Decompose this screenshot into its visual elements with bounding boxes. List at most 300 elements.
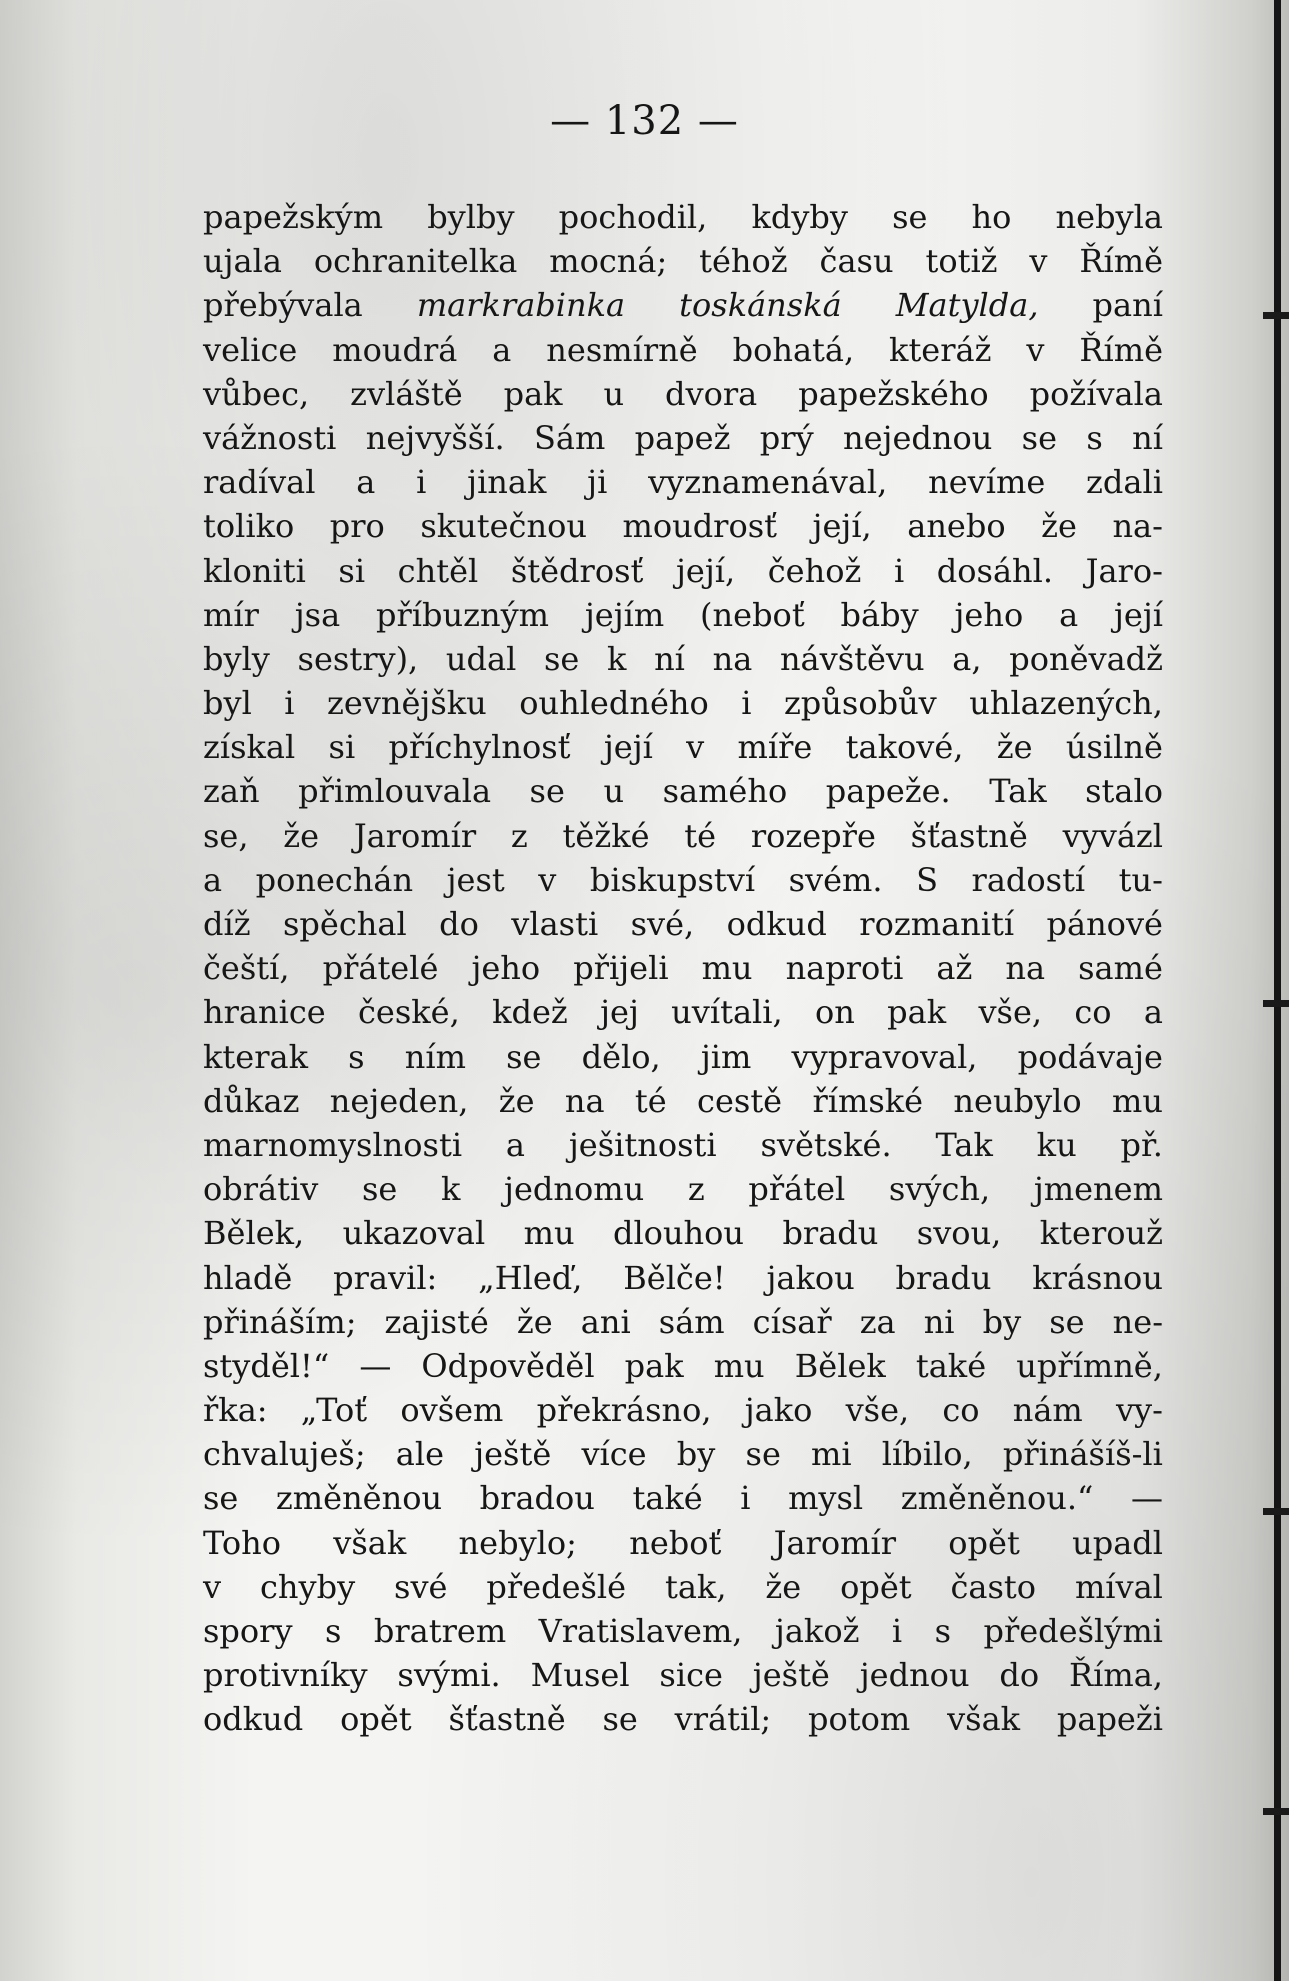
page-edge-mark	[1263, 1000, 1289, 1007]
word: míře	[737, 728, 813, 767]
word: tu-	[1118, 860, 1163, 899]
word: na	[712, 639, 753, 678]
word: bradu	[782, 1214, 879, 1253]
word: se	[892, 198, 928, 236]
word: „Toť	[300, 1391, 368, 1430]
word: však	[333, 1523, 407, 1562]
word: podávaje	[1017, 1037, 1163, 1076]
word: ku	[1036, 1125, 1077, 1164]
word: získal	[203, 728, 296, 767]
word: opět	[948, 1523, 1020, 1562]
text-line	[203, 1079, 1163, 1123]
word: změněnou.“	[900, 1479, 1094, 1518]
word: těžké	[562, 816, 650, 855]
word: až	[936, 949, 973, 988]
word: svými.	[397, 1656, 501, 1695]
word: skutečnou	[420, 507, 587, 546]
word: zajisté	[384, 1302, 489, 1341]
word: ne-	[1112, 1302, 1163, 1341]
word: nejednou	[842, 418, 993, 457]
word: její,	[812, 507, 872, 546]
word: do	[439, 905, 479, 943]
word: sestry),	[297, 639, 419, 678]
word: přimlouvala	[298, 772, 492, 811]
word: samé	[1078, 949, 1163, 988]
word: markrabinka	[416, 286, 626, 325]
word: by	[982, 1302, 1022, 1341]
word: světské.	[760, 1125, 892, 1164]
word: ještě	[474, 1435, 552, 1474]
word: že	[765, 1567, 802, 1606]
word: u	[603, 374, 625, 413]
word: vypravoval,	[791, 1037, 978, 1076]
word: tak,	[664, 1567, 727, 1606]
word: ní	[654, 639, 685, 678]
word: ukazoval	[342, 1214, 486, 1253]
word: ani	[580, 1302, 631, 1341]
word: takové,	[845, 728, 964, 767]
word: v	[1026, 330, 1045, 369]
word: se	[745, 1435, 781, 1474]
word: že	[498, 1081, 535, 1120]
text-line	[203, 1344, 1163, 1388]
word: a	[1059, 595, 1079, 634]
word: svých,	[888, 1170, 991, 1209]
word: zvláště	[350, 374, 463, 413]
word: překrásno,	[536, 1391, 712, 1430]
word: jim	[700, 1037, 752, 1076]
word: pak	[887, 993, 947, 1032]
word: jeho	[471, 949, 541, 988]
word: —	[359, 1346, 392, 1385]
word: a	[505, 1125, 525, 1164]
word: šťastně	[448, 1700, 566, 1739]
word: ni	[923, 1302, 955, 1341]
word: mu	[523, 1214, 575, 1253]
page-number: — 132 —	[550, 98, 739, 144]
word: nám	[1012, 1391, 1083, 1430]
word: pak	[624, 1346, 684, 1385]
text-line	[203, 1300, 1163, 1344]
text-line	[203, 769, 1163, 813]
word: uhlazených,	[969, 684, 1163, 723]
word: přijeli	[573, 949, 669, 988]
text-line	[203, 283, 1163, 327]
text-line	[203, 549, 1163, 593]
word: líbilo,	[881, 1435, 973, 1474]
word: v	[203, 1567, 222, 1606]
text-line	[203, 1256, 1163, 1300]
word: bradou	[479, 1479, 595, 1518]
word: S	[916, 860, 938, 899]
word: s	[325, 1612, 342, 1650]
word: přinášíš-li	[1002, 1435, 1163, 1474]
word: radostí	[971, 860, 1086, 899]
word: nevíme	[928, 463, 1046, 502]
text-line	[203, 416, 1163, 460]
word: odkud	[726, 905, 827, 943]
word: spory	[203, 1612, 293, 1650]
word: ji	[587, 463, 608, 502]
word: však	[947, 1700, 1021, 1739]
word: a	[492, 330, 512, 369]
word: a	[203, 860, 223, 899]
word: chvaluješ;	[203, 1435, 366, 1474]
word: i	[416, 463, 427, 502]
word: s	[1086, 418, 1103, 457]
text-line	[203, 1432, 1163, 1476]
word: se	[1049, 1302, 1085, 1341]
word: že	[1041, 507, 1077, 546]
word: jakož	[774, 1612, 860, 1650]
word: své	[394, 1567, 448, 1606]
word: Vratislavem,	[538, 1612, 743, 1650]
word: té	[684, 816, 717, 855]
text-line	[203, 1167, 1163, 1211]
text-line	[203, 593, 1163, 637]
word: se	[543, 639, 580, 678]
word: více	[581, 1435, 647, 1474]
word: anebo	[907, 507, 1006, 546]
text-line	[203, 1388, 1163, 1432]
word: Matylda,	[895, 286, 1039, 325]
word: poněvadž	[1009, 639, 1163, 678]
word: že	[516, 1302, 553, 1341]
word: času	[819, 242, 894, 281]
word: štědrosť	[510, 551, 644, 590]
word: papežským	[203, 198, 384, 236]
word: ním	[404, 1037, 466, 1076]
word: její,	[675, 551, 736, 590]
word: že	[283, 816, 320, 855]
word: se	[203, 1479, 239, 1518]
text-line	[203, 328, 1163, 372]
page-edge-shadow	[1274, 0, 1281, 1981]
word: sám	[658, 1302, 725, 1341]
page-edge-mark	[1263, 1508, 1289, 1515]
text-line	[203, 990, 1163, 1034]
word: vyvázl	[1062, 816, 1163, 855]
word: nebyla	[1055, 198, 1163, 236]
word: a,	[952, 639, 982, 678]
word: mysl	[788, 1479, 864, 1518]
word: by	[676, 1435, 716, 1474]
word: Jaro-	[1085, 551, 1163, 590]
word: ochranitelka	[313, 242, 518, 281]
word: se	[361, 1170, 398, 1209]
word: ouhledného	[519, 684, 709, 723]
word: přebývala	[203, 286, 363, 325]
word: nejvyšší.	[365, 418, 505, 457]
word: Sám	[533, 418, 606, 457]
text-line	[203, 504, 1163, 548]
word: se	[506, 1037, 542, 1076]
word: vlasti	[511, 905, 599, 943]
word: totiž	[925, 242, 998, 281]
word: důkaz	[203, 1081, 300, 1120]
word: neboť	[629, 1523, 722, 1562]
word: předešlými	[983, 1612, 1163, 1650]
word: čehož	[767, 551, 862, 590]
word: byly	[203, 639, 270, 678]
word: protivníky	[203, 1656, 368, 1695]
word: jinak	[467, 463, 547, 502]
word: vážnosti	[203, 418, 337, 457]
word: papeže.	[825, 772, 951, 811]
word: moudrá	[332, 330, 458, 369]
word: samého	[662, 772, 788, 811]
word: jednou	[859, 1656, 970, 1695]
word: díž	[203, 905, 251, 943]
word: nesmírně	[546, 330, 698, 369]
word: krásnou	[1032, 1258, 1163, 1297]
word: ponechán	[255, 860, 414, 899]
word: Tak	[989, 772, 1047, 811]
word: a	[356, 463, 376, 502]
word: Tak	[935, 1125, 993, 1164]
word: jakou	[766, 1258, 855, 1297]
text-line	[203, 460, 1163, 504]
word: bradu	[895, 1258, 992, 1297]
word: hranice	[203, 993, 326, 1032]
word: v	[686, 728, 705, 767]
word: stalo	[1085, 772, 1163, 811]
word: své,	[630, 905, 695, 943]
word: ješitnosti	[568, 1125, 717, 1164]
word: dvora	[665, 374, 758, 413]
word: také	[915, 1346, 987, 1385]
word: i	[284, 684, 295, 723]
word: zaň	[203, 772, 260, 811]
word: vše,	[845, 1391, 910, 1430]
text-line	[203, 1476, 1163, 1520]
word: úsilně	[1065, 728, 1163, 767]
word: mu	[1111, 1081, 1163, 1120]
word: biskupství	[589, 860, 756, 899]
word: toliko	[203, 507, 295, 546]
word: byl	[203, 684, 252, 723]
word: kdyby	[751, 198, 848, 236]
word: co	[942, 1391, 980, 1430]
text-line	[203, 239, 1163, 283]
word: příbuzným	[375, 595, 549, 634]
word: i	[740, 1479, 751, 1518]
text-line	[203, 372, 1163, 416]
text-line	[203, 637, 1163, 681]
word: obrátiv	[203, 1170, 319, 1209]
word: mír	[203, 595, 259, 634]
word: on	[814, 993, 855, 1032]
word: nejeden,	[329, 1081, 469, 1120]
word: radíval	[203, 463, 316, 502]
word: vy-	[1115, 1391, 1163, 1430]
word: čeští,	[203, 949, 290, 988]
word: neubylo	[953, 1081, 1082, 1120]
word: se	[529, 772, 565, 811]
word: styděl!“	[203, 1346, 330, 1385]
word: pochodil,	[558, 198, 708, 236]
word: k	[607, 639, 627, 678]
word: ujala	[203, 242, 282, 281]
word: ovšem	[400, 1391, 504, 1430]
word: ještě	[752, 1656, 830, 1695]
word: pak	[503, 374, 563, 413]
word: na-	[1112, 507, 1163, 546]
word: Toho	[203, 1523, 281, 1562]
word: Říma,	[1069, 1656, 1163, 1695]
word: Bělče!	[623, 1258, 726, 1297]
word: upřímně,	[1016, 1346, 1163, 1385]
word: dlouhou	[612, 1214, 745, 1253]
text-line	[203, 1123, 1163, 1167]
word: (neboť	[700, 595, 805, 634]
word: pánové	[1046, 905, 1163, 943]
word: chyby	[259, 1567, 356, 1606]
text-line	[203, 1653, 1163, 1697]
word: chtěl	[397, 551, 479, 590]
word: opět	[340, 1700, 412, 1739]
word: spěchal	[283, 905, 407, 943]
word: hladě	[203, 1258, 293, 1297]
word: jest	[446, 860, 505, 899]
page-edge-mark	[1263, 312, 1289, 319]
word: svém.	[788, 860, 883, 899]
word: bylby	[427, 198, 515, 236]
word: nebylo;	[458, 1523, 577, 1562]
word: způsobův	[783, 684, 937, 723]
word: v	[538, 860, 557, 899]
word: odkud	[203, 1700, 304, 1739]
page-edge-mark	[1263, 1808, 1289, 1815]
text-line	[203, 195, 1163, 239]
word: kterouž	[1039, 1214, 1163, 1253]
word: rozepře	[750, 816, 876, 855]
word: vůbec,	[203, 374, 310, 413]
text-line	[203, 1565, 1163, 1609]
word: a	[1143, 993, 1163, 1032]
word: báby	[840, 595, 919, 634]
word: zdali	[1086, 463, 1163, 502]
word: uvítali,	[671, 993, 783, 1032]
word: té	[634, 1081, 667, 1120]
word: s	[934, 1612, 951, 1650]
word: si	[338, 551, 366, 590]
word: kteráž	[889, 330, 992, 369]
word: že	[996, 728, 1033, 767]
text-line	[203, 946, 1163, 990]
word: příchylnosť	[388, 728, 571, 767]
word: papež	[634, 418, 731, 457]
word: Římě	[1079, 330, 1163, 369]
word: císař	[752, 1302, 832, 1341]
word: změněnou	[275, 1479, 443, 1518]
word: také	[632, 1479, 703, 1518]
word: zevnějšku	[326, 684, 487, 723]
word: prý	[759, 418, 814, 457]
word: k	[440, 1170, 461, 1209]
word: její	[1113, 595, 1163, 634]
word: řka:	[203, 1391, 268, 1430]
text-line	[203, 902, 1163, 946]
word: paní	[1092, 286, 1163, 325]
word: téhož	[699, 242, 788, 281]
word: naproti	[785, 949, 904, 988]
text-line	[203, 681, 1163, 725]
word: opět	[840, 1567, 912, 1606]
word: jsa	[294, 595, 341, 634]
word: jako	[744, 1391, 813, 1430]
word: na	[564, 1081, 605, 1120]
word: jej	[600, 993, 639, 1032]
word: z	[510, 816, 528, 855]
word: předešlé	[486, 1567, 627, 1606]
word: vyznamenával,	[648, 463, 888, 502]
word: se	[1021, 418, 1058, 457]
word: vše,	[978, 993, 1043, 1032]
word: mu	[701, 949, 753, 988]
word: udal	[445, 639, 517, 678]
word: jmenem	[1033, 1170, 1163, 1209]
text-line	[203, 814, 1163, 858]
word: moudrosť	[622, 507, 778, 546]
text-line	[203, 1521, 1163, 1565]
word: přináším;	[203, 1302, 357, 1341]
word: upadl	[1072, 1523, 1163, 1562]
word: Bělek	[794, 1346, 886, 1385]
word: kdež	[492, 993, 568, 1032]
word: papeži	[1056, 1700, 1163, 1739]
word: Jaromír	[353, 816, 477, 855]
word: za	[859, 1302, 896, 1341]
word: se	[602, 1700, 638, 1739]
word: na	[1005, 949, 1046, 988]
word: dosáhl.	[936, 551, 1054, 590]
word: potom	[808, 1700, 911, 1739]
word: se,	[203, 816, 249, 855]
word: i	[893, 551, 905, 590]
word: bohatá,	[732, 330, 855, 369]
word: dělo,	[581, 1037, 661, 1076]
text-line	[203, 1035, 1163, 1079]
text-line	[203, 1697, 1163, 1741]
word: šťastně	[910, 816, 1028, 855]
word: sice	[659, 1656, 723, 1695]
word: Římě	[1079, 242, 1163, 281]
word: mocná;	[549, 242, 668, 281]
word: její	[603, 728, 653, 767]
word: do	[999, 1656, 1040, 1695]
word: v	[1029, 242, 1048, 281]
word: vrátil;	[674, 1700, 772, 1739]
word: př.	[1120, 1125, 1163, 1164]
word: návštěvu	[779, 639, 925, 678]
text-line	[203, 858, 1163, 902]
word: z	[687, 1170, 705, 1209]
word: —	[1130, 1479, 1163, 1518]
word: přátelé	[322, 949, 439, 988]
word: velice	[203, 330, 298, 369]
word: jednomu	[504, 1170, 645, 1209]
word: míval	[1074, 1567, 1163, 1606]
word: ho	[971, 198, 1012, 236]
word: i	[741, 684, 752, 723]
word: jeho	[954, 595, 1024, 634]
word: ní	[1132, 418, 1163, 457]
word: si	[328, 728, 356, 767]
word: svou,	[916, 1214, 1002, 1253]
word: mi	[811, 1435, 852, 1474]
word: kloniti	[203, 551, 306, 590]
